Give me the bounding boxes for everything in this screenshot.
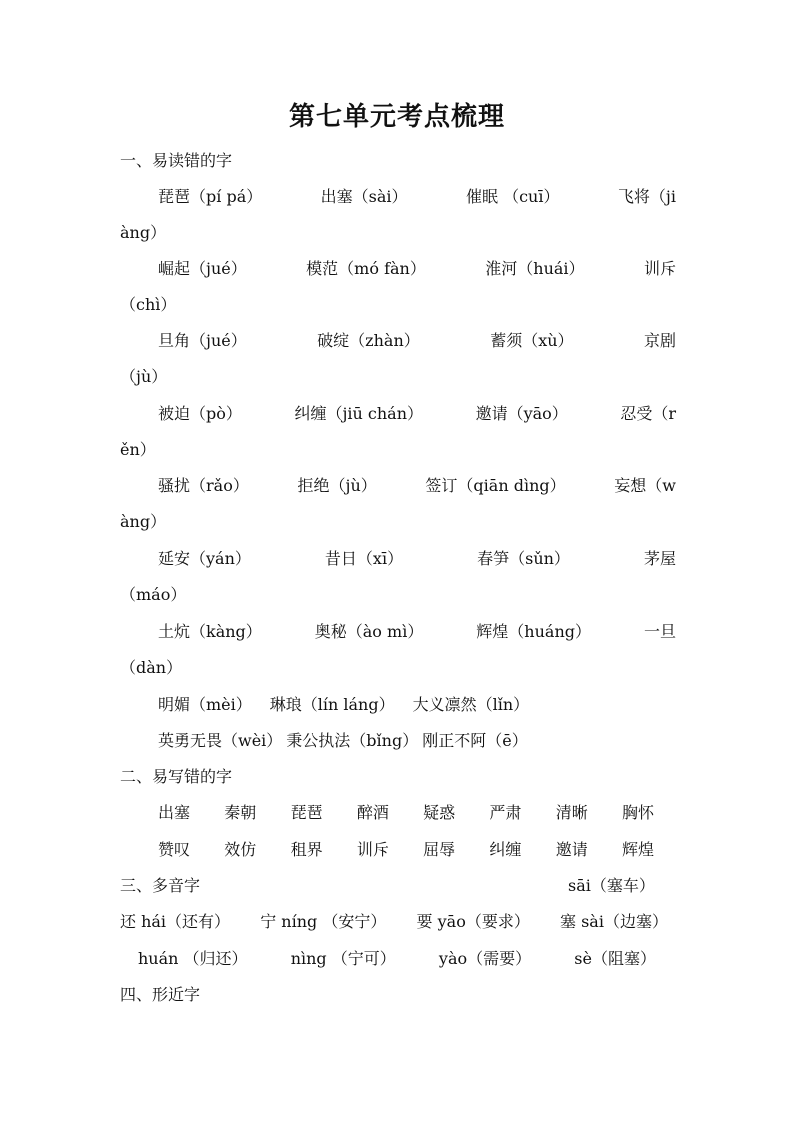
list-item: 明媚（mèi）: [158, 695, 252, 714]
misread-row-7-continued: （dàn）: [120, 658, 183, 677]
list-item: 疑惑: [423, 803, 456, 822]
polyphonic-row-2: [138, 944, 656, 974]
list-item: 淮河（huái）: [485, 259, 585, 278]
list-item: 出塞（sài）: [320, 187, 408, 206]
list-item: 拒绝（jù）: [297, 476, 377, 495]
list-item: 签订（qiān dìng）: [425, 476, 566, 495]
polyphonic-row-1: [120, 907, 668, 937]
list-item: 飞将（ji: [617, 187, 676, 206]
misread-row-1: [158, 182, 676, 212]
list-item: 延安（yán）: [158, 549, 251, 568]
list-item: nìng （宁可）: [290, 949, 396, 968]
misread-row-8: [158, 690, 718, 720]
list-item: 京剧: [643, 331, 676, 350]
list-item: 春笋（sǔn）: [477, 549, 570, 568]
list-item: 琵琶（pí pá）: [158, 187, 263, 206]
list-item: 醉酒: [356, 803, 389, 822]
list-item: 辉煌（huáng）: [476, 622, 591, 641]
miswrite-row-2: [158, 835, 654, 865]
list-item: 妄想（w: [614, 476, 676, 495]
list-item: 琳琅（lín láng）: [269, 695, 395, 714]
misread-row-2: [158, 254, 676, 284]
list-item: yào（需要）: [438, 949, 532, 968]
list-item: 秉公执法（bǐng）: [286, 731, 419, 750]
section-heading-miswrite: 二、易写错的字: [120, 767, 233, 786]
misread-row-3-continued: （jù）: [120, 367, 168, 386]
list-item: 茅屋: [643, 549, 676, 568]
misread-row-1-continued: àng）: [120, 223, 167, 242]
polyphonic-note: sāi（塞车）: [568, 876, 655, 895]
list-item: 赞叹: [158, 840, 191, 859]
list-item: 屈辱: [423, 840, 456, 859]
list-item: 要 yāo（要求）: [416, 912, 530, 931]
list-item: 塞 sài（边塞）: [560, 912, 668, 931]
list-item: sè（阻塞）: [574, 949, 656, 968]
section-heading-similar: 四、形近字: [120, 985, 201, 1004]
list-item: 催眠 （cuī）: [465, 187, 560, 206]
list-item: 训斥: [643, 259, 676, 278]
list-item: 崛起（jué）: [158, 259, 247, 278]
misread-row-2-continued: （chì）: [120, 295, 177, 314]
list-item: 被迫（pò）: [158, 404, 242, 423]
section-heading-misread: 一、易读错的字: [120, 151, 233, 170]
list-item: 忍受（r: [620, 404, 676, 423]
list-item: 训斥: [356, 840, 389, 859]
list-item: 奥秘（ào mì）: [314, 622, 424, 641]
list-item: 效仿: [224, 840, 257, 859]
page-title: 第七单元考点梳理: [288, 102, 505, 132]
list-item: 蓄须（xù）: [490, 331, 574, 350]
section-label: 三、多音字: [120, 876, 201, 895]
list-item: 邀请（yāo）: [475, 404, 568, 423]
list-item: 出塞: [158, 803, 191, 822]
list-item: 清晰: [555, 803, 588, 822]
list-item: 纠缠（jiū chán）: [294, 404, 424, 423]
misread-row-4-continued: ěn）: [120, 440, 156, 459]
list-item: 琵琶: [290, 803, 323, 822]
list-item: 英勇无畏（wèi）: [158, 731, 283, 750]
list-item: 纠缠: [489, 840, 522, 859]
list-item: 还 hái（还有）: [120, 912, 231, 931]
section-heading-polyphonic: [120, 871, 680, 901]
list-item: 邀请: [555, 840, 588, 859]
misread-row-7: [158, 617, 676, 647]
list-item: 秦朝: [224, 803, 257, 822]
list-item: 昔日（xī）: [324, 549, 404, 568]
list-item: 破绽（zhàn）: [317, 331, 420, 350]
misread-row-5: [158, 471, 676, 501]
list-item: 刚正不阿（ē）: [422, 731, 528, 750]
list-item: 租界: [290, 840, 323, 859]
list-item: 严肃: [489, 803, 522, 822]
misread-row-5-continued: àng）: [120, 512, 167, 531]
miswrite-row-1: [158, 798, 654, 828]
list-item: 骚扰（rǎo）: [158, 476, 249, 495]
list-item: 胸怀: [621, 803, 654, 822]
list-item: huán （归还）: [138, 949, 248, 968]
list-item: 一旦: [643, 622, 676, 641]
list-item: 辉煌: [621, 840, 654, 859]
misread-row-3: [158, 326, 676, 356]
misread-row-9: [158, 726, 718, 756]
misread-row-6: [158, 544, 676, 574]
list-item: 宁 níng （安宁）: [260, 912, 387, 931]
list-item: 土炕（kàng）: [158, 622, 262, 641]
list-item: 旦角（jué）: [158, 331, 247, 350]
list-item: 大义凛然（lǐn）: [412, 695, 530, 714]
list-item: 模范（mó fàn）: [306, 259, 426, 278]
misread-row-6-continued: （máo）: [120, 585, 187, 604]
misread-row-4: [158, 399, 676, 429]
